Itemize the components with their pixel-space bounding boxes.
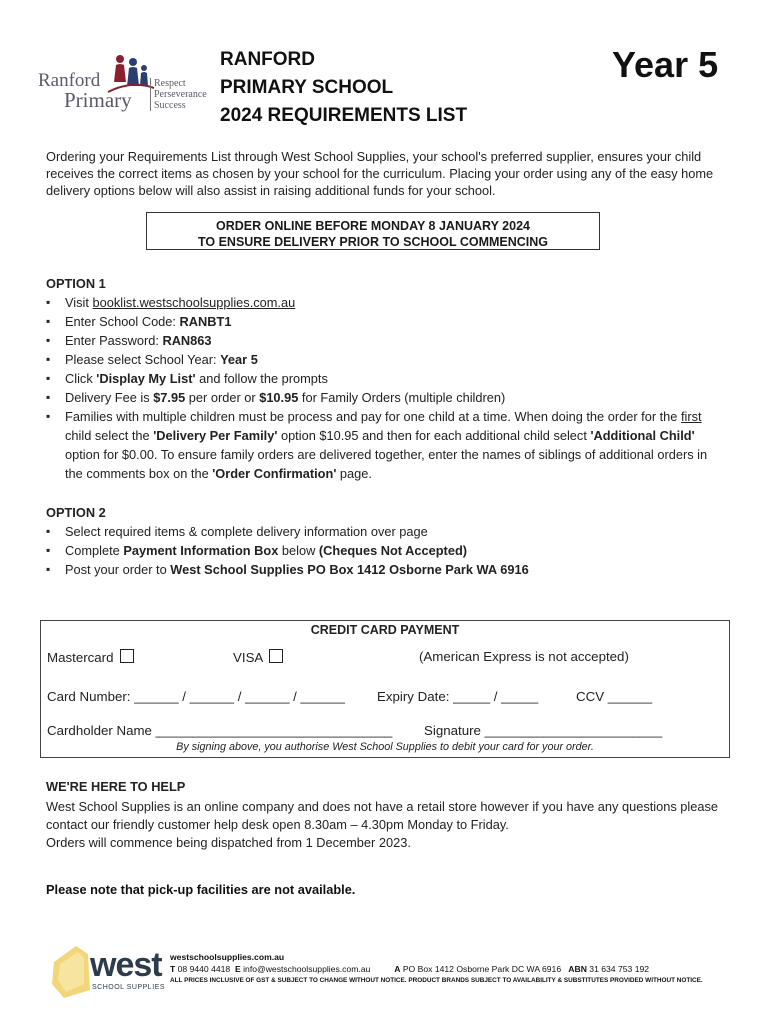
list-item — [46, 541, 726, 560]
logo-word-primary: Primary — [64, 88, 132, 112]
text: West School Supplies PO Box 1412 Osborne Park WA 6916 — [170, 562, 529, 577]
list-item — [46, 560, 726, 579]
text: 'Delivery Per Family' — [153, 428, 278, 443]
list-item — [46, 388, 726, 407]
school-logo — [36, 48, 211, 118]
option-2-heading: OPTION 2 — [46, 505, 106, 520]
text: E — [235, 964, 241, 974]
credit-card-title: CREDIT CARD PAYMENT — [310, 623, 460, 637]
footer-abn: 31 634 753 192 — [589, 964, 650, 974]
logo-word-ranford: Ranford — [38, 70, 101, 91]
text: page. — [336, 466, 372, 481]
west-brand: west — [90, 946, 162, 984]
help-body: West School Supplies is an online company and does not have a retail store however if you have any questions please contact our friendly customer help desk open 8.30am – 4.30pm Monday to Friday. — [46, 799, 719, 832]
logo-value: Success — [154, 100, 186, 111]
logo-values — [150, 78, 207, 111]
authorise-note: By signing above, you authorise West School Supplies to debit your card for your order. — [176, 741, 594, 753]
title-line-2: PRIMARY SCHOOL — [220, 77, 394, 98]
fee-family: $10.95 — [259, 390, 299, 405]
list-item — [46, 407, 726, 483]
west-brand-sub: SCHOOL SUPPLIES — [92, 984, 165, 991]
text: T — [170, 964, 176, 974]
visa-option — [233, 649, 283, 665]
text: first — [680, 409, 702, 424]
expiry-date-field[interactable]: Expiry Date: _____ / _____ — [377, 689, 539, 704]
title-line-1: RANFORD — [220, 49, 315, 70]
text: Click — [65, 371, 97, 386]
text: 'Order Confirmation' — [212, 466, 337, 481]
intro-paragraph: Ordering your Requirements List through West School Supplies, your school's preferred supplier, ensures your child receives the correct items as chosen by your school for the curriculum. Placing your order using any of the easy home delivery options below will also assist in raising additional funds for your school. — [46, 149, 714, 198]
school-code: RANBT1 — [179, 314, 232, 329]
text: child select the — [65, 428, 154, 443]
text: (Cheques Not Accepted) — [318, 543, 468, 558]
order-deadline-box — [146, 212, 600, 250]
list-item — [46, 293, 726, 312]
text: Enter Password: — [65, 333, 163, 348]
school-title — [220, 46, 467, 130]
list-item — [46, 369, 726, 388]
order-deadline-line-2: TO ENSURE DELIVERY PRIOR TO SCHOOL COMMENCING — [197, 235, 549, 249]
west-logo-shape-icon — [50, 944, 92, 1000]
fee-single: $7.95 — [153, 390, 186, 405]
visa-checkbox[interactable] — [269, 649, 283, 663]
text: and follow the prompts — [195, 371, 328, 386]
text: 'Display My List' — [96, 371, 196, 386]
text: option for $0.00. To ensure family orders are delivered together, enter the names of siblings of additional orders in the comments box on the — [65, 447, 708, 481]
footer-disclaimer: ALL PRICES INCLUSIVE OF GST & SUBJECT TO CHANGE WITHOUT NOTICE. PRODUCT BRANDS SUBJECT TO AVAILABILITY & SUBSTITUTES PROVIDED WITHOUT NOTICE. — [170, 977, 703, 984]
list-item: ▪ Select required items & complete delivery information over page — [46, 522, 726, 541]
footer-phone: 08 9440 4418 — [177, 964, 231, 974]
signature-field[interactable]: Signature ________________________ — [424, 723, 663, 738]
option-1-heading: OPTION 1 — [46, 276, 106, 291]
footer-address: PO Box 1412 Osborne Park DC WA 6916 — [402, 964, 562, 974]
option-1-list — [46, 293, 726, 483]
text: Complete — [65, 543, 124, 558]
text: A — [394, 964, 401, 974]
footer-contact — [170, 964, 649, 974]
order-deadline-line-1: ORDER ONLINE BEFORE MONDAY 8 JANUARY 2024 — [216, 219, 530, 233]
card-number-field[interactable]: Card Number: ______ / ______ / ______ / ______ — [47, 689, 345, 704]
title-line-3: 2024 REQUIREMENTS LIST — [220, 105, 468, 126]
pickup-note: Please note that pick-up facilities are not available. — [46, 882, 356, 897]
text: Delivery Fee is — [65, 390, 154, 405]
credit-card-box — [40, 620, 730, 758]
help-section — [46, 778, 726, 852]
help-heading: WE'RE HERE TO HELP — [46, 779, 186, 794]
password: RAN863 — [162, 333, 212, 348]
option-2-list — [46, 522, 726, 579]
text: 'Additional Child' — [590, 428, 695, 443]
footer-email[interactable]: info@westschoolsupplies.com.au — [243, 964, 371, 974]
logo-value: Respect — [154, 78, 186, 89]
list-item — [46, 350, 726, 369]
text: for Family Orders (multiple children) — [298, 390, 506, 405]
text: per order or — [185, 390, 260, 405]
visa-label: VISA — [233, 650, 264, 665]
text: option $10.95 and then for each additional child select — [277, 428, 591, 443]
text: Payment Information Box — [123, 543, 279, 558]
footer — [50, 942, 730, 1002]
text: Please select School Year: — [65, 352, 221, 367]
list-item — [46, 331, 726, 350]
cardholder-name-field[interactable]: Cardholder Name ________________________________ — [47, 723, 393, 738]
option-2-section — [46, 505, 726, 579]
text: Visit — [65, 295, 93, 310]
mastercard-option — [47, 649, 134, 665]
year-heading: Year 5 — [612, 44, 719, 85]
logo-value: Perseverance — [154, 89, 207, 100]
booklist-link[interactable]: booklist.westschoolsupplies.com.au — [92, 295, 296, 310]
text: below — [278, 543, 319, 558]
list-item — [46, 312, 726, 331]
school-year: Year 5 — [220, 352, 258, 367]
footer-website[interactable]: westschoolsupplies.com.au — [170, 952, 285, 962]
amex-note: (American Express is not accepted) — [419, 649, 629, 664]
mastercard-label: Mastercard — [47, 650, 114, 665]
text: Families with multiple children must be process and pay for one child at a time. When doing the order for the — [65, 409, 681, 424]
text: Post your order to — [65, 562, 171, 577]
ccv-field[interactable]: CCV ______ — [576, 689, 653, 704]
option-1-section — [46, 276, 726, 483]
text: Enter School Code: — [65, 314, 180, 329]
dispatch-note: Orders will commence being dispatched from 1 December 2023. — [46, 835, 411, 850]
mastercard-checkbox[interactable] — [120, 649, 134, 663]
text: ABN — [568, 964, 587, 974]
